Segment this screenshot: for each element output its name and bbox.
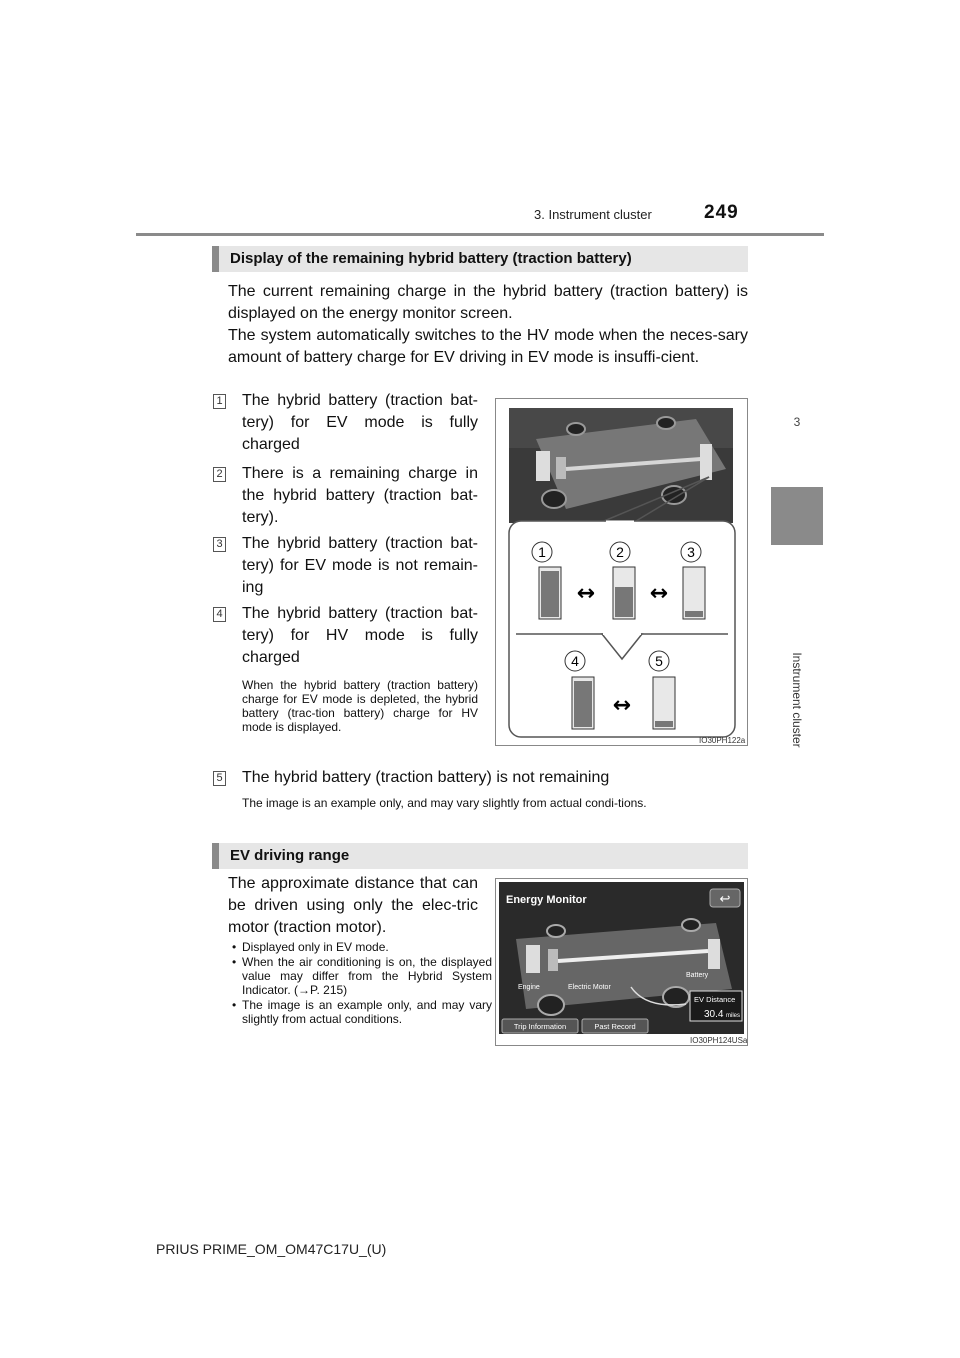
energy-monitor-figure [495, 878, 748, 1046]
battery-indicator-illustration [496, 399, 747, 745]
motor-icon [548, 949, 558, 971]
battery-indicator-figure [495, 398, 748, 746]
svg-text:Past Record: Past Record [594, 1022, 636, 1031]
battery-icon [708, 939, 720, 969]
battery-icon-full [539, 567, 561, 619]
chapter-label: Instrument cluster [790, 652, 804, 748]
ev-note-3: • The image is an example only, and may vary slightly from actual conditions. [242, 998, 492, 1026]
item-text-4: The hybrid battery (traction bat-tery) for HV mode is fully charged [242, 605, 478, 666]
item-text-2: There is a remaining charge in the hybrid battery (traction bat-tery). [242, 465, 478, 526]
item-text-3: The hybrid battery (traction bat-tery) for EV mode is not remain-ing [242, 535, 478, 596]
svg-text:1: 1 [538, 544, 546, 560]
figure-code-1: IO30PH122a [699, 736, 746, 745]
ev-range-notes [228, 940, 492, 1027]
item-number-1: 1 [213, 394, 226, 409]
item-number-2: 2 [213, 467, 226, 482]
running-header-section: 3. Instrument cluster [534, 207, 652, 222]
item-text-5: The hybrid battery (traction battery) is not remaining [242, 769, 610, 786]
svg-text:Trip Information: Trip Information [513, 1022, 567, 1031]
item-number-4: 4 [213, 607, 226, 622]
car-wheel [567, 423, 585, 435]
ev-note-2: • When the air conditioning is on, the displayed value may differ from the Hybrid System Indicator. (→P. 215) [242, 955, 492, 997]
svg-text:30.4: 30.4 [704, 1009, 724, 1020]
car-wheel [547, 925, 565, 937]
ev-note-1: • Displayed only in EV mode. [242, 940, 492, 954]
svg-text:5: 5 [655, 653, 663, 669]
svg-text:miles: miles [726, 1013, 741, 1019]
chapter-number: 3 [793, 415, 801, 429]
page-number: 249 [704, 202, 739, 223]
figure-code-2: IO30PH124USa [690, 1036, 748, 1045]
car-wheel [657, 417, 675, 429]
car-wheel [682, 919, 700, 931]
car-wheel [538, 995, 564, 1015]
battery-icon-hv-full [572, 677, 594, 729]
section-title-ev-range: EV driving range [212, 843, 748, 869]
intro-paragraph-2: The system automatically switches to the HV mode when the neces-sary amount of battery charge for EV driving in EV mode is insuffi-cient. [228, 327, 748, 366]
item-4-note: When the hybrid battery (traction battery) charge for EV mode is depleted, the hybrid battery (trac-tion battery) charge for HV mode is displayed. [242, 678, 478, 734]
svg-text:Battery: Battery [686, 972, 709, 979]
svg-text:Engine: Engine [518, 984, 540, 991]
back-icon: ↩ [719, 892, 731, 907]
engine-icon [526, 945, 540, 973]
battery-icon-empty-ev [683, 567, 705, 619]
double-arrow-icon: ↔ [576, 581, 596, 606]
chapter-tab [771, 487, 823, 545]
svg-text:4: 4 [571, 653, 579, 669]
footer-manual-code: PRIUS PRIME_OM_OM47C17U_(U) [156, 1241, 387, 1257]
svg-text:Electric Motor: Electric Motor [568, 984, 611, 991]
svg-text:EV Distance: EV Distance [694, 995, 736, 1004]
screen-title: Energy Monitor [506, 894, 587, 906]
intro-paragraph-1: The current remaining charge in the hybrid battery (traction battery) is displayed on the energy monitor screen. [228, 283, 748, 322]
image-example-note: The image is an example only, and may vary slightly from actual condi-tions. [242, 796, 647, 810]
header-rule [136, 233, 824, 236]
svg-text:2: 2 [616, 544, 624, 560]
car-wheel [542, 490, 566, 508]
battery-in-car-icon [700, 444, 712, 480]
motor-icon [556, 457, 566, 479]
item-number-3: 3 [213, 537, 226, 552]
ev-range-body: The approximate distance that can be driven using only the elec-tric motor (traction motor). [228, 875, 478, 936]
section-title-battery-display: Display of the remaining hybrid battery (traction battery) [212, 246, 748, 272]
item-text-1: The hybrid battery (traction bat-tery) for EV mode is fully charged [242, 392, 478, 453]
battery-icon-hv-empty [653, 677, 675, 729]
energy-monitor-screen [496, 879, 747, 1045]
battery-icon-partial [613, 567, 635, 619]
double-arrow-icon: ↔ [649, 581, 669, 606]
double-arrow-icon: ↔ [612, 693, 632, 718]
engine-icon [536, 451, 550, 481]
item-number-5: 5 [213, 771, 226, 786]
svg-text:3: 3 [687, 544, 695, 560]
